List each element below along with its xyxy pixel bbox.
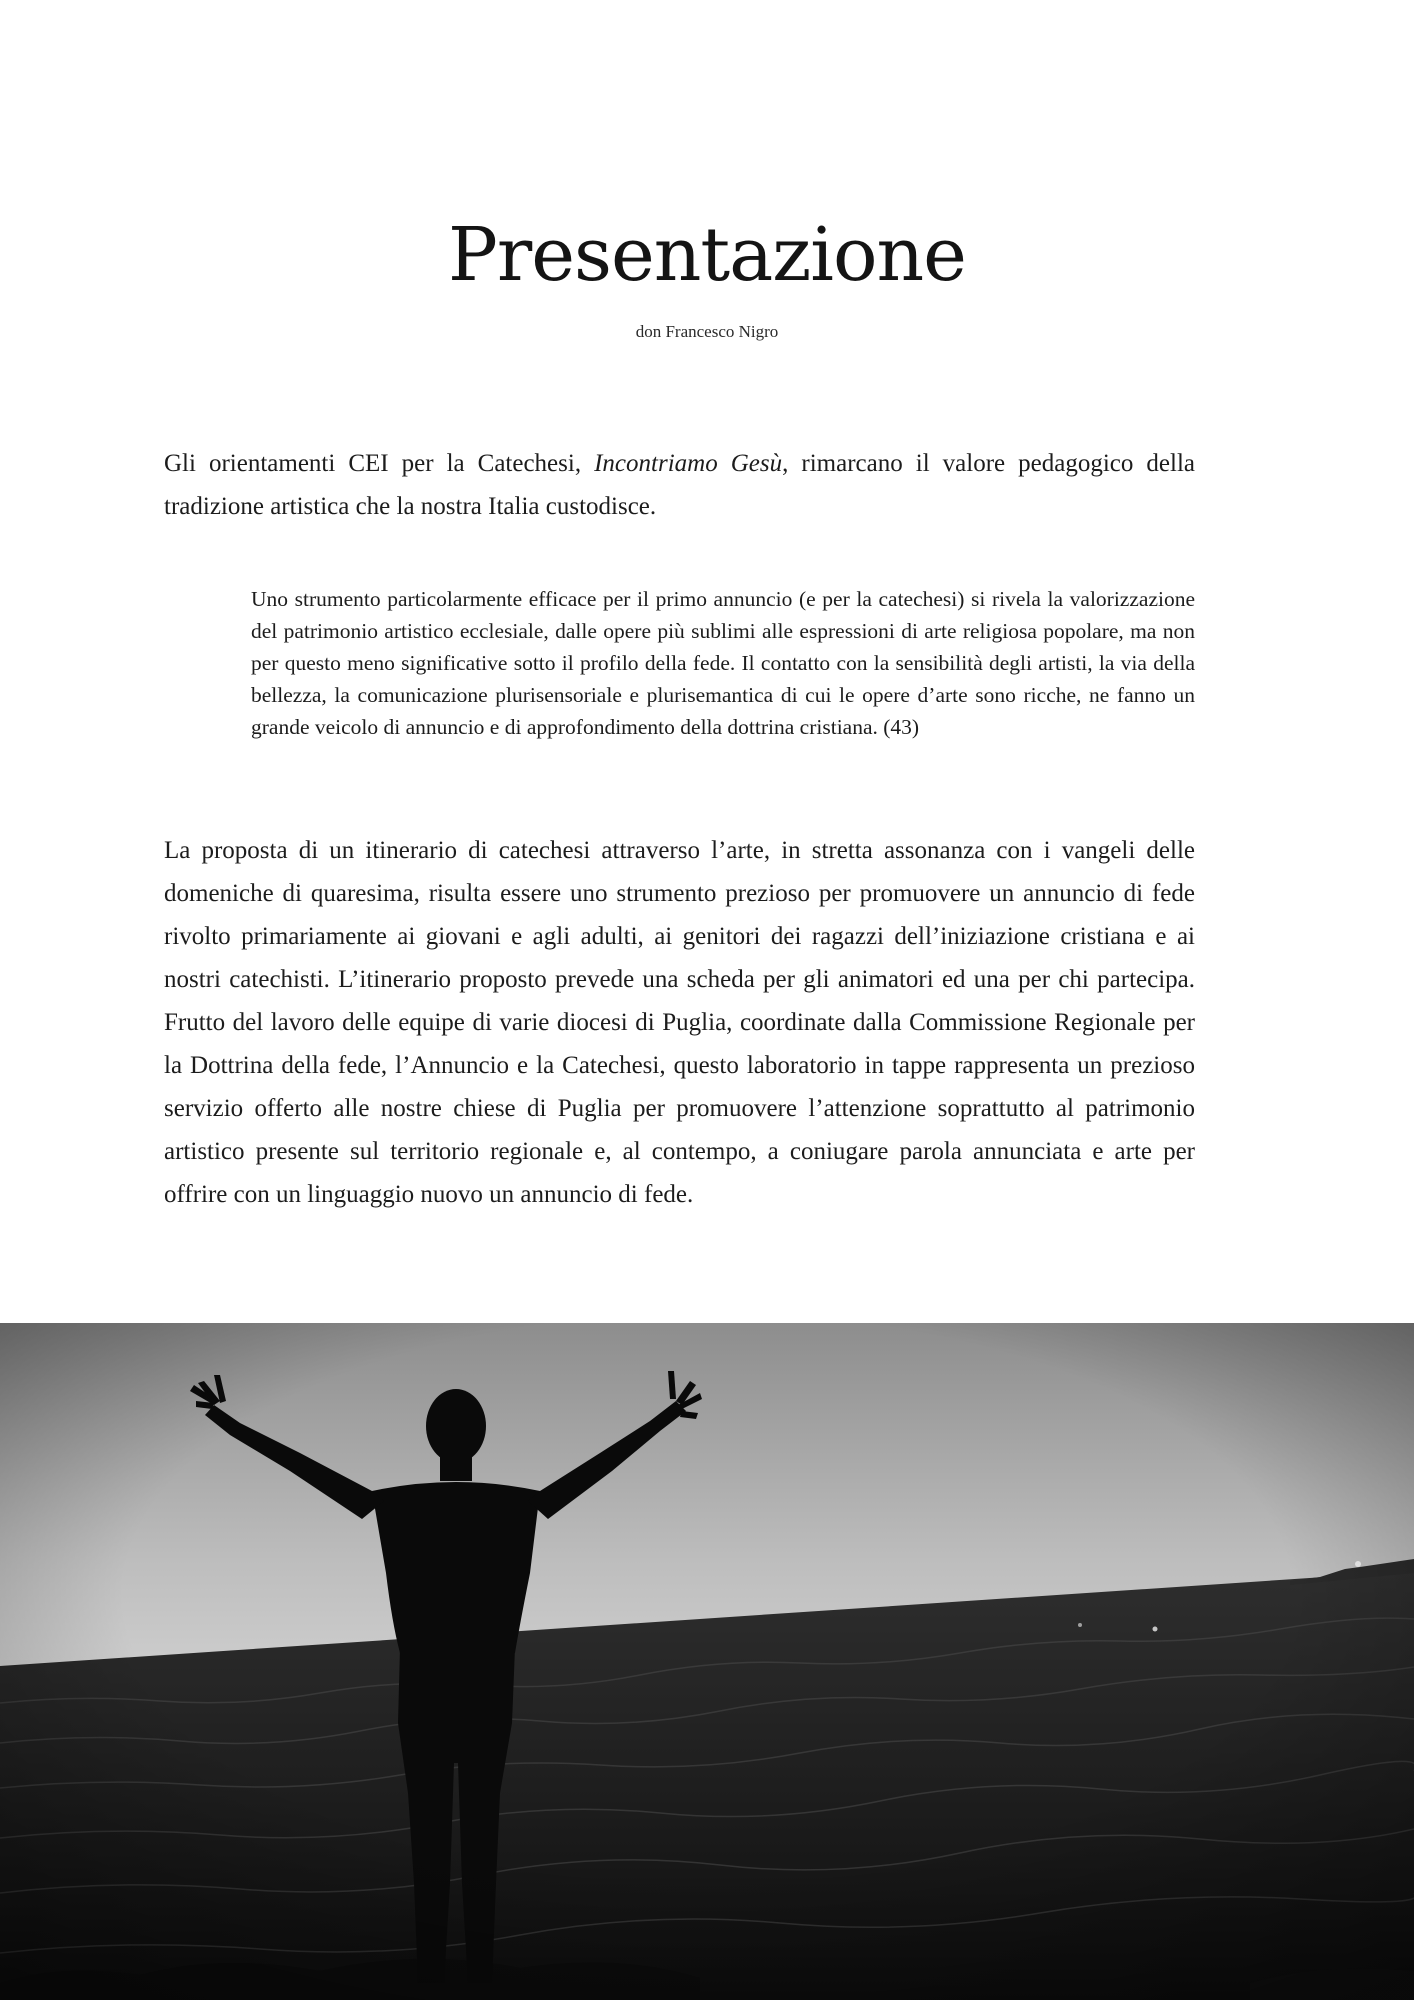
author-byline: don Francesco Nigro (635, 322, 779, 341)
block-quote: Uno strumento particolarmente efficace per il primo annuncio (e per la catechesi) si rivela la valorizzazione del patrimonio artistico ecclesiale, dalle opere più sublimi alle espressioni di arte religiosa popolare, ma non per questo meno significative sotto il profilo della fede. Il contatto con la sensibilità degli artisti, la via della bellezza, la comunicazione plurisensoriale e plurisemantica di cui le opere d’arte sono ricche, ne fanno un grande veicolo di annuncio e di approfondimento della dottrina cristiana. (43) (251, 587, 1195, 739)
silhouette-photo (0, 1323, 1414, 2000)
intro-paragraph (164, 442, 1195, 528)
intro-text-after: , rimarcano il valore pedagogico della tradizione artistica che la nostra Italia custodisce. (164, 450, 1196, 520)
silhouette-arms-raised-by-sea-icon (0, 1323, 1414, 2000)
intro-text-before: Gli orientamenti CEI per la Catechesi, (164, 450, 595, 477)
page-title: Presentazione (448, 212, 966, 298)
body-paragraph: La proposta di un itinerario di catechesi attraverso l’arte, in stretta assonanza con i vangeli delle domeniche di quaresima, risulta essere uno strumento prezioso per promuovere un annuncio di fede rivolto primariamente ai giovani e agli adulti, ai genitori dei ragazzi dell’iniziazione cristiana e ai nostri catechisti. L’itinerario proposto prevede una scheda per gli animatori ed una per chi partecipa. Frutto del lavoro delle equipe di varie diocesi di Puglia, coordinate dalla Commissione Regionale per la Dottrina della fede, l’Annuncio e la Catechesi, questo laboratorio in tappe rappresenta un prezioso servizio offerto alle nostre chiese di Puglia per promuovere l’attenzione soprattutto al patrimonio artistico presente sul territorio regionale e, al contempo, a coniugare parola annunciata e arte per offrire con un linguaggio nuovo un annuncio di fede. (164, 837, 1195, 1208)
intro-title-emphasis: Incontriamo Gesù (594, 450, 783, 477)
